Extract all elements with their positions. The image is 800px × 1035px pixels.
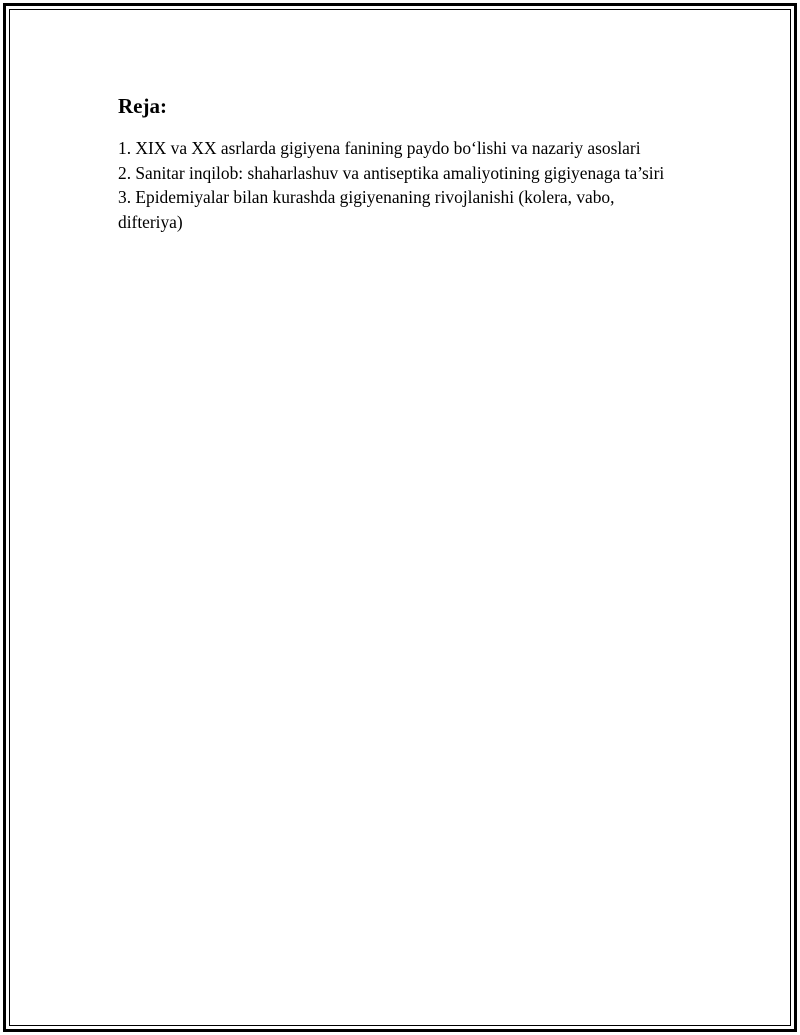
document-body: [118, 92, 678, 234]
plan-item-1: 1. XIX va XX asrlarda gigiyena fanining paydo bo‘lishi va nazariy asoslari: [118, 138, 641, 158]
plan-item-2: 2. Sanitar inqilob: shaharlashuv va antiseptika amaliyotining gigiyenaga ta’siri: [118, 162, 665, 183]
plan-item-3: 3. Epidemiyalar bilan kurashda gigiyenaning rivojlanishi (kolera, vabo, difteriya): [118, 187, 615, 232]
plan-heading: Reja:: [118, 94, 167, 118]
plan-list: [118, 136, 678, 234]
